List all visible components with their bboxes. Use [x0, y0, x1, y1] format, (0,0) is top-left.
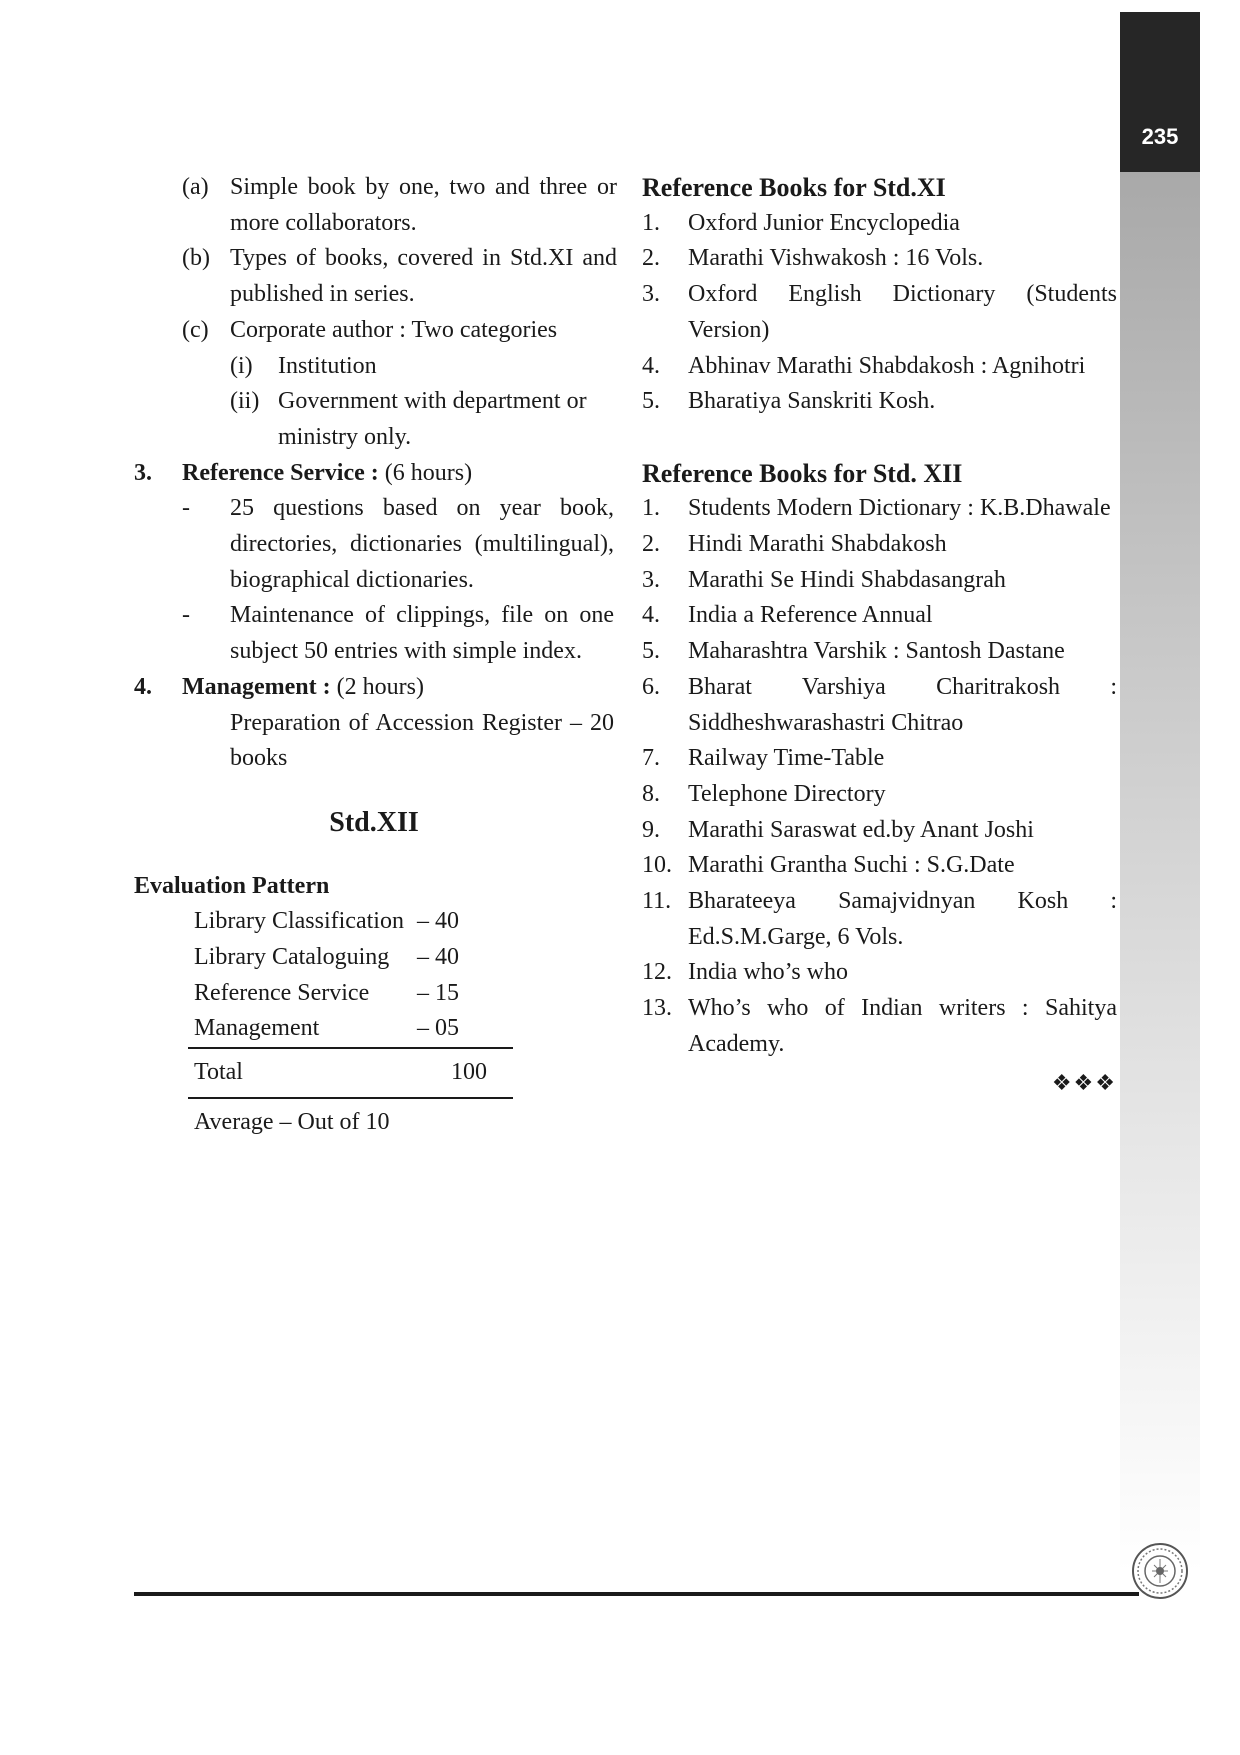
list-item: [642, 955, 1117, 991]
management-text: Preparation of Accession Register – 20 books: [230, 709, 614, 772]
eval-value: – 40: [417, 908, 459, 935]
item-text: Government with department or ministry only.: [278, 388, 587, 450]
item-text: Who’s who of Indian writers : Sahitya Academy.: [688, 995, 1117, 1057]
list-item: [134, 241, 617, 312]
ornament-divider-icon: ❖❖❖: [1051, 1069, 1117, 1095]
item-text: Types of books, covered in Std.XI and published in series.: [230, 245, 617, 308]
list-item: [642, 241, 1117, 277]
evaluation-table: [188, 904, 513, 1099]
dash-bullet: -: [182, 602, 190, 629]
item-text: Marathi Saraswat ed.by Anant Joshi: [688, 816, 1034, 843]
section-hours: (6 hours): [378, 459, 473, 486]
item-text: Bharat Varshiya Charitrakosh : Siddheshwarashastri Chitrao: [688, 673, 1117, 736]
list-item: [134, 313, 614, 349]
item-number: 2.: [642, 245, 660, 272]
list-item: [642, 813, 1117, 849]
item-number: 10.: [642, 852, 672, 879]
list-item: [642, 598, 1117, 634]
table-row: [188, 904, 513, 940]
item-text: Bharatiya Sanskriti Kosh.: [688, 388, 936, 415]
item-text: India who’s who: [688, 959, 848, 986]
item-label: (i): [230, 352, 253, 379]
item-number: 6.: [642, 673, 660, 700]
std-xii-heading: Reference Books for Std. XII: [642, 458, 963, 488]
item-text: Marathi Vishwakosh : 16 Vols.: [688, 245, 984, 272]
emblem-seal-icon: [1130, 1541, 1190, 1601]
item-number: 3.: [642, 281, 660, 308]
item-number: 5.: [642, 388, 660, 415]
list-item: [642, 277, 1117, 348]
list-item: [642, 206, 1117, 242]
item-text: Maharashtra Varshik : Santosh Dastane: [688, 638, 1065, 665]
item-text: 25 questions based on year book, directories, dictionaries (multilingual), biographical dictionaries.: [230, 495, 614, 593]
item-number: 3.: [642, 566, 660, 593]
item-label: (c): [182, 316, 209, 343]
list-item: [642, 670, 1117, 741]
eval-value: – 05: [417, 1015, 459, 1042]
eval-value: – 15: [417, 979, 459, 1006]
list-item: [642, 741, 1117, 777]
eval-name: Reference Service: [194, 979, 370, 1006]
section-heading: [182, 456, 614, 492]
item-number: 13.: [642, 995, 672, 1022]
list-item: [642, 491, 1117, 527]
item-number: 4.: [642, 602, 660, 629]
item-number: 9.: [642, 816, 660, 843]
item-label: (b): [182, 245, 210, 272]
item-number: 8.: [642, 780, 660, 807]
list-item: [642, 349, 1117, 385]
list-item: [642, 563, 1117, 599]
item-text: Telephone Directory: [688, 780, 886, 807]
list-item: [642, 384, 1117, 420]
item-text: Marathi Se Hindi Shabdasangrah: [688, 566, 1006, 593]
list-item: [134, 384, 614, 455]
item-text: Marathi Grantha Suchi : S.G.Date: [688, 852, 1015, 879]
section-number: 3.: [134, 459, 152, 486]
section-hours: (2 hours): [330, 673, 424, 700]
dash-bullet: -: [182, 495, 190, 522]
section-heading: [182, 670, 614, 706]
side-gradient-strip: [1120, 172, 1200, 1572]
total-value: 100: [411, 1048, 513, 1098]
section-title: Management :: [182, 673, 331, 700]
bottom-rule: [134, 1592, 1139, 1596]
list-item: [642, 848, 1117, 884]
item-number: 11.: [642, 888, 672, 915]
page-number-tab: [1120, 12, 1200, 172]
list-item: [134, 491, 614, 598]
total-label: Total: [188, 1048, 411, 1098]
item-label: (ii): [230, 388, 260, 415]
item-text: Oxford Junior Encyclopedia: [688, 209, 960, 236]
item-number: 12.: [642, 959, 672, 986]
table-row: [188, 976, 513, 1012]
item-text: Railway Time-Table: [688, 745, 885, 772]
eval-name: Library Cataloguing: [194, 944, 390, 971]
item-text: Oxford English Dictionary (Students Version): [688, 281, 1117, 343]
list-item: [134, 170, 617, 241]
item-text: Bharateeya Samajvidnyan Kosh : Ed.S.M.Garge, 6 Vols.: [688, 888, 1117, 950]
item-text: Hindi Marathi Shabdakosh: [688, 531, 947, 558]
item-text: Students Modern Dictionary : K.B.Dhawale: [688, 495, 1111, 522]
section-reference-service: [134, 456, 614, 492]
list-item: [642, 884, 1117, 955]
item-number: 1.: [642, 495, 660, 522]
list-item: [642, 634, 1117, 670]
item-text: Corporate author : Two categories: [230, 316, 558, 343]
item-number: 7.: [642, 745, 660, 772]
table-row: [188, 940, 513, 976]
item-text: Simple book by one, two and three or more collaborators.: [230, 174, 617, 236]
section-management: [134, 670, 614, 706]
page-number: 235: [1141, 124, 1179, 149]
std-xii-title: Std.XII: [329, 806, 419, 838]
eval-name: Library Classification: [194, 908, 404, 935]
std-xi-heading: Reference Books for Std.XI: [642, 173, 946, 202]
section-number: 4.: [134, 673, 152, 700]
item-number: 1.: [642, 209, 660, 236]
left-column: [134, 170, 617, 1141]
table-row: [188, 1011, 513, 1048]
item-text: Maintenance of clippings, file on one subject 50 entries with simple index.: [230, 602, 614, 665]
item-number: 5.: [642, 638, 660, 665]
list-item: [642, 991, 1117, 1062]
total-row: [188, 1048, 513, 1098]
evaluation-heading: Evaluation Pattern: [134, 872, 330, 899]
item-number: 4.: [642, 352, 660, 379]
list-item: [134, 349, 614, 385]
average-note: Average – Out of 10: [194, 1108, 390, 1135]
list-item: [642, 777, 1117, 813]
section-title: Reference Service :: [182, 459, 379, 486]
section-gap: [642, 420, 1117, 456]
item-text: India a Reference Annual: [688, 602, 933, 629]
eval-name: Management: [194, 1015, 320, 1042]
item-label: (a): [182, 174, 209, 200]
eval-value: – 40: [417, 944, 459, 971]
list-item: [642, 527, 1117, 563]
right-column: [642, 170, 1117, 1100]
item-text: Institution: [278, 352, 377, 379]
list-item: [134, 598, 614, 669]
item-text: Abhinav Marathi Shabdakosh : Agnihotri: [688, 352, 1086, 379]
item-number: 2.: [642, 531, 660, 558]
